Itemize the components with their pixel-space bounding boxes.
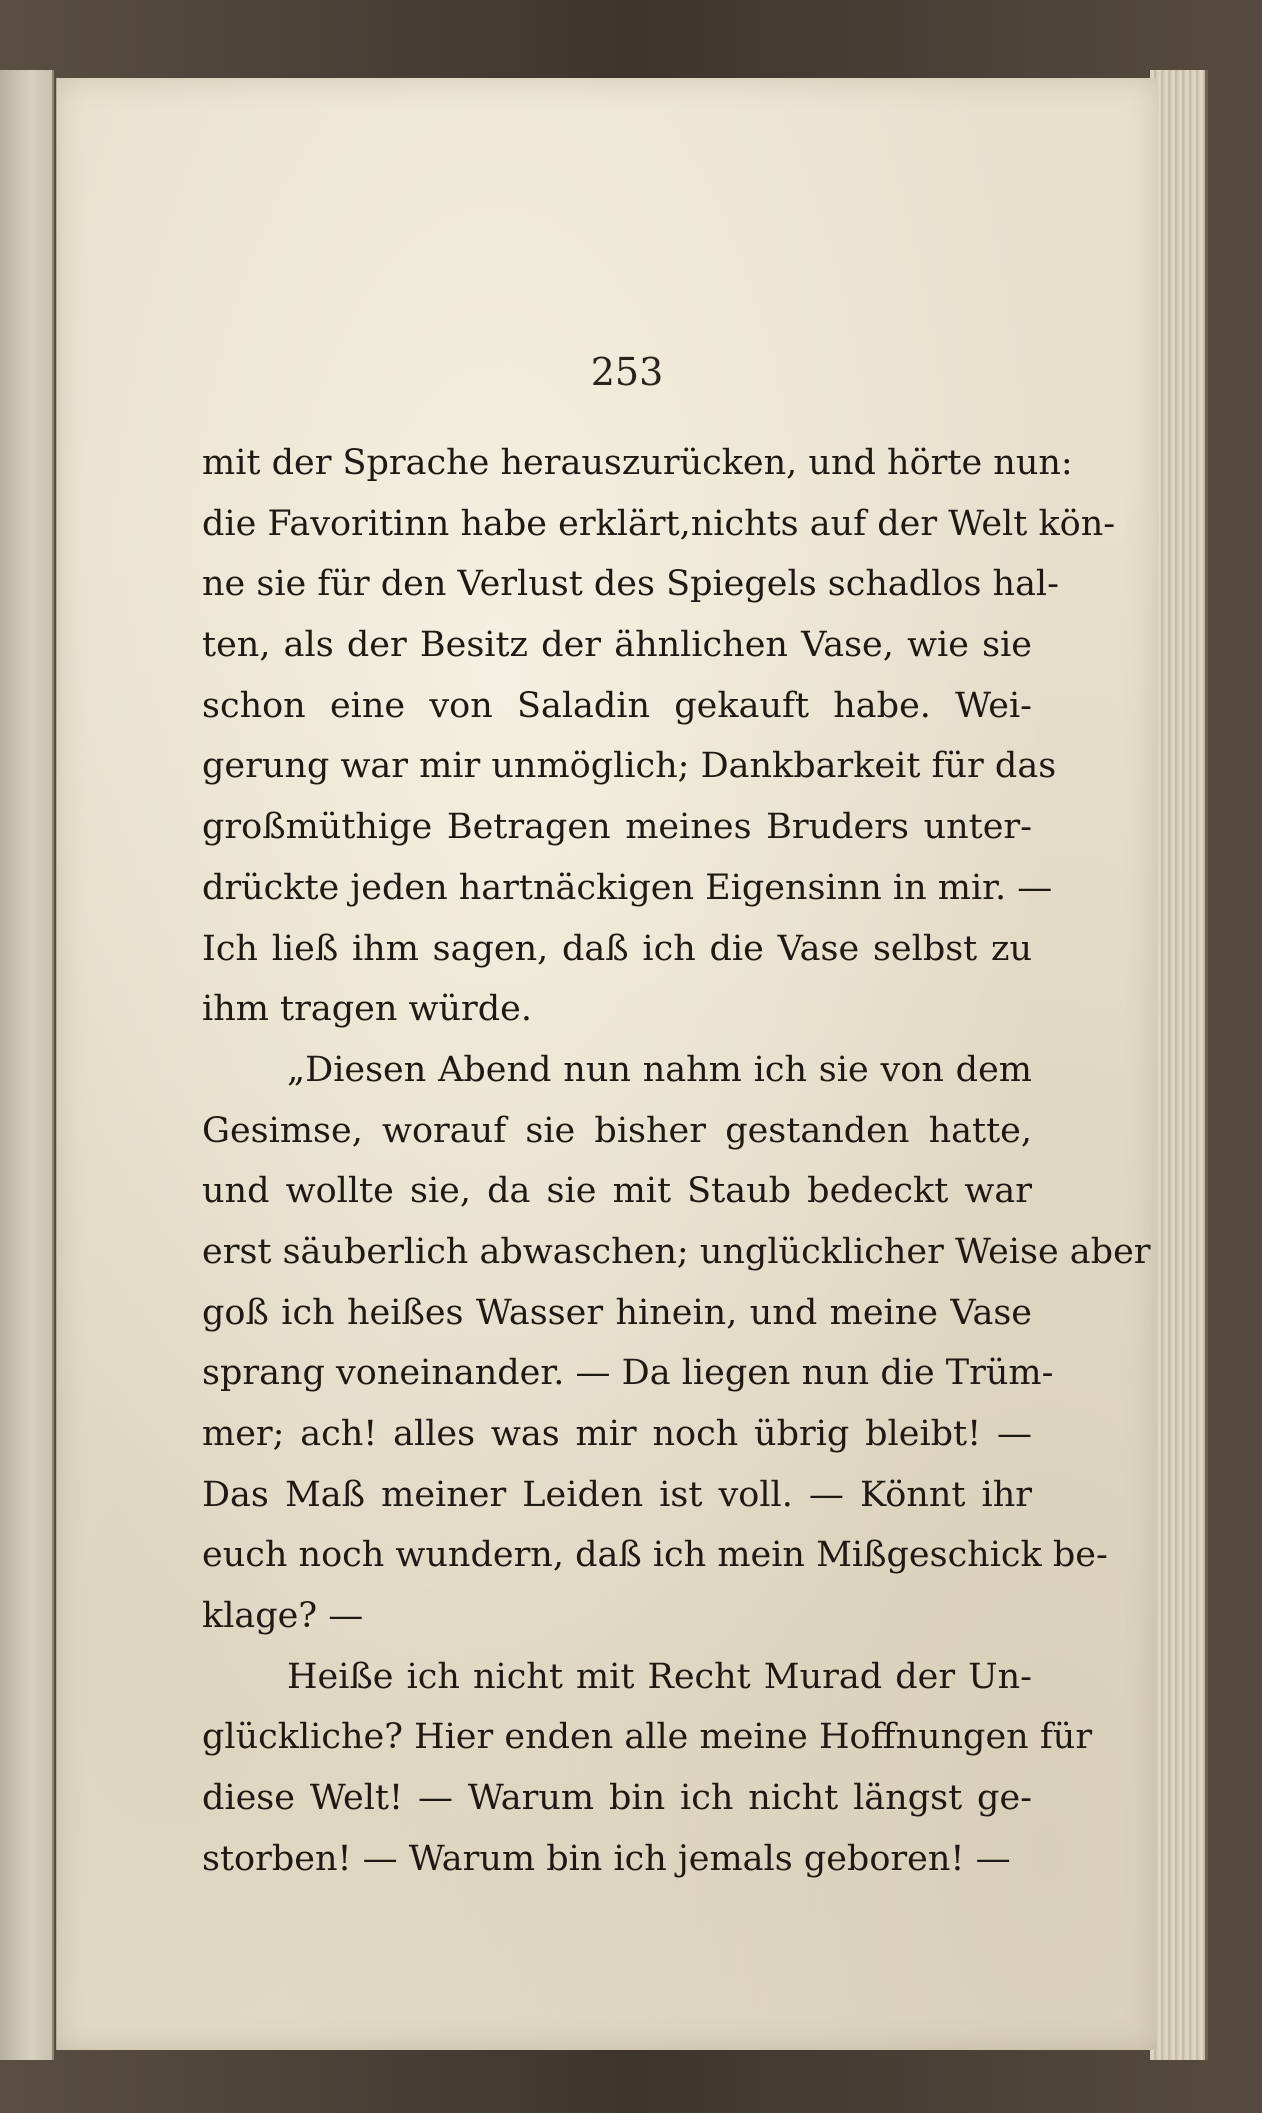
text-line: glückliche? Hier enden alle meine Hoffnungen für — [202, 1717, 1093, 1758]
text-line: gerung war mir unmöglich; Dankbarkeit für das — [202, 746, 1057, 787]
text-line: ten, als der Besitz der ähnlichen Vase, wie sie — [202, 625, 1032, 666]
page-number: 253 — [590, 350, 664, 394]
text-line: mit der Sprache herauszurücken, und hörte nun: — [202, 443, 1073, 483]
text-line: storben! — Warum bin ich jemals geboren! — — [202, 1838, 1011, 1879]
book-page — [56, 78, 1157, 2050]
text-line: mer; ach! alles was mir noch übrig bleibt! — — [202, 1414, 1032, 1454]
text-line: sprang voneinander. — Da liegen nun die Trüm- — [202, 1353, 1054, 1394]
text-line: großmüthige Betragen meines Bruders unter- — [202, 807, 1032, 848]
text-line: „Diesen Abend nun nahm ich sie von dem — [287, 1049, 1032, 1090]
text-line: die Favoritinn habe erklärt,nichts auf der Welt kön- — [202, 503, 1116, 544]
text-line: euch noch wundern, daß ich mein Mißgeschick be- — [202, 1535, 1108, 1576]
text-line: ihm tragen würde. — [202, 989, 532, 1030]
text-line: Ich ließ ihm sagen, daß ich die Vase selbst zu — [202, 928, 1032, 969]
body-text — [202, 433, 1151, 1890]
text-line: drückte jeden hartnäckigen Eigensinn in mir. — — [202, 867, 1053, 908]
text-line: und wollte sie, da sie mit Staub bedeckt war — [202, 1171, 1032, 1212]
text-line: goß ich heißes Wasser hinein, und meine Vase — [202, 1292, 1032, 1333]
text-line: klage? — — [202, 1596, 364, 1637]
previous-page-edge — [0, 70, 54, 2060]
text-line: Gesimse, worauf sie bisher gestanden hatte, — [202, 1110, 1032, 1151]
text-line: Das Maß meiner Leiden ist voll. — Könnt ihr — [202, 1474, 1032, 1515]
text-line: ne sie für den Verlust des Spiegels schadlos hal- — [202, 564, 1059, 605]
text-line: Heiße ich nicht mit Recht Murad der Un- — [287, 1656, 1032, 1697]
text-line: schon eine von Saladin gekauft habe. Wei- — [202, 685, 1032, 726]
text-line: diese Welt! — Warum bin ich nicht längst ge- — [202, 1778, 1032, 1819]
page-stack-edge — [1150, 70, 1208, 2060]
text-line: erst säuberlich abwaschen; unglücklicher Weise aber — [202, 1231, 1151, 1272]
